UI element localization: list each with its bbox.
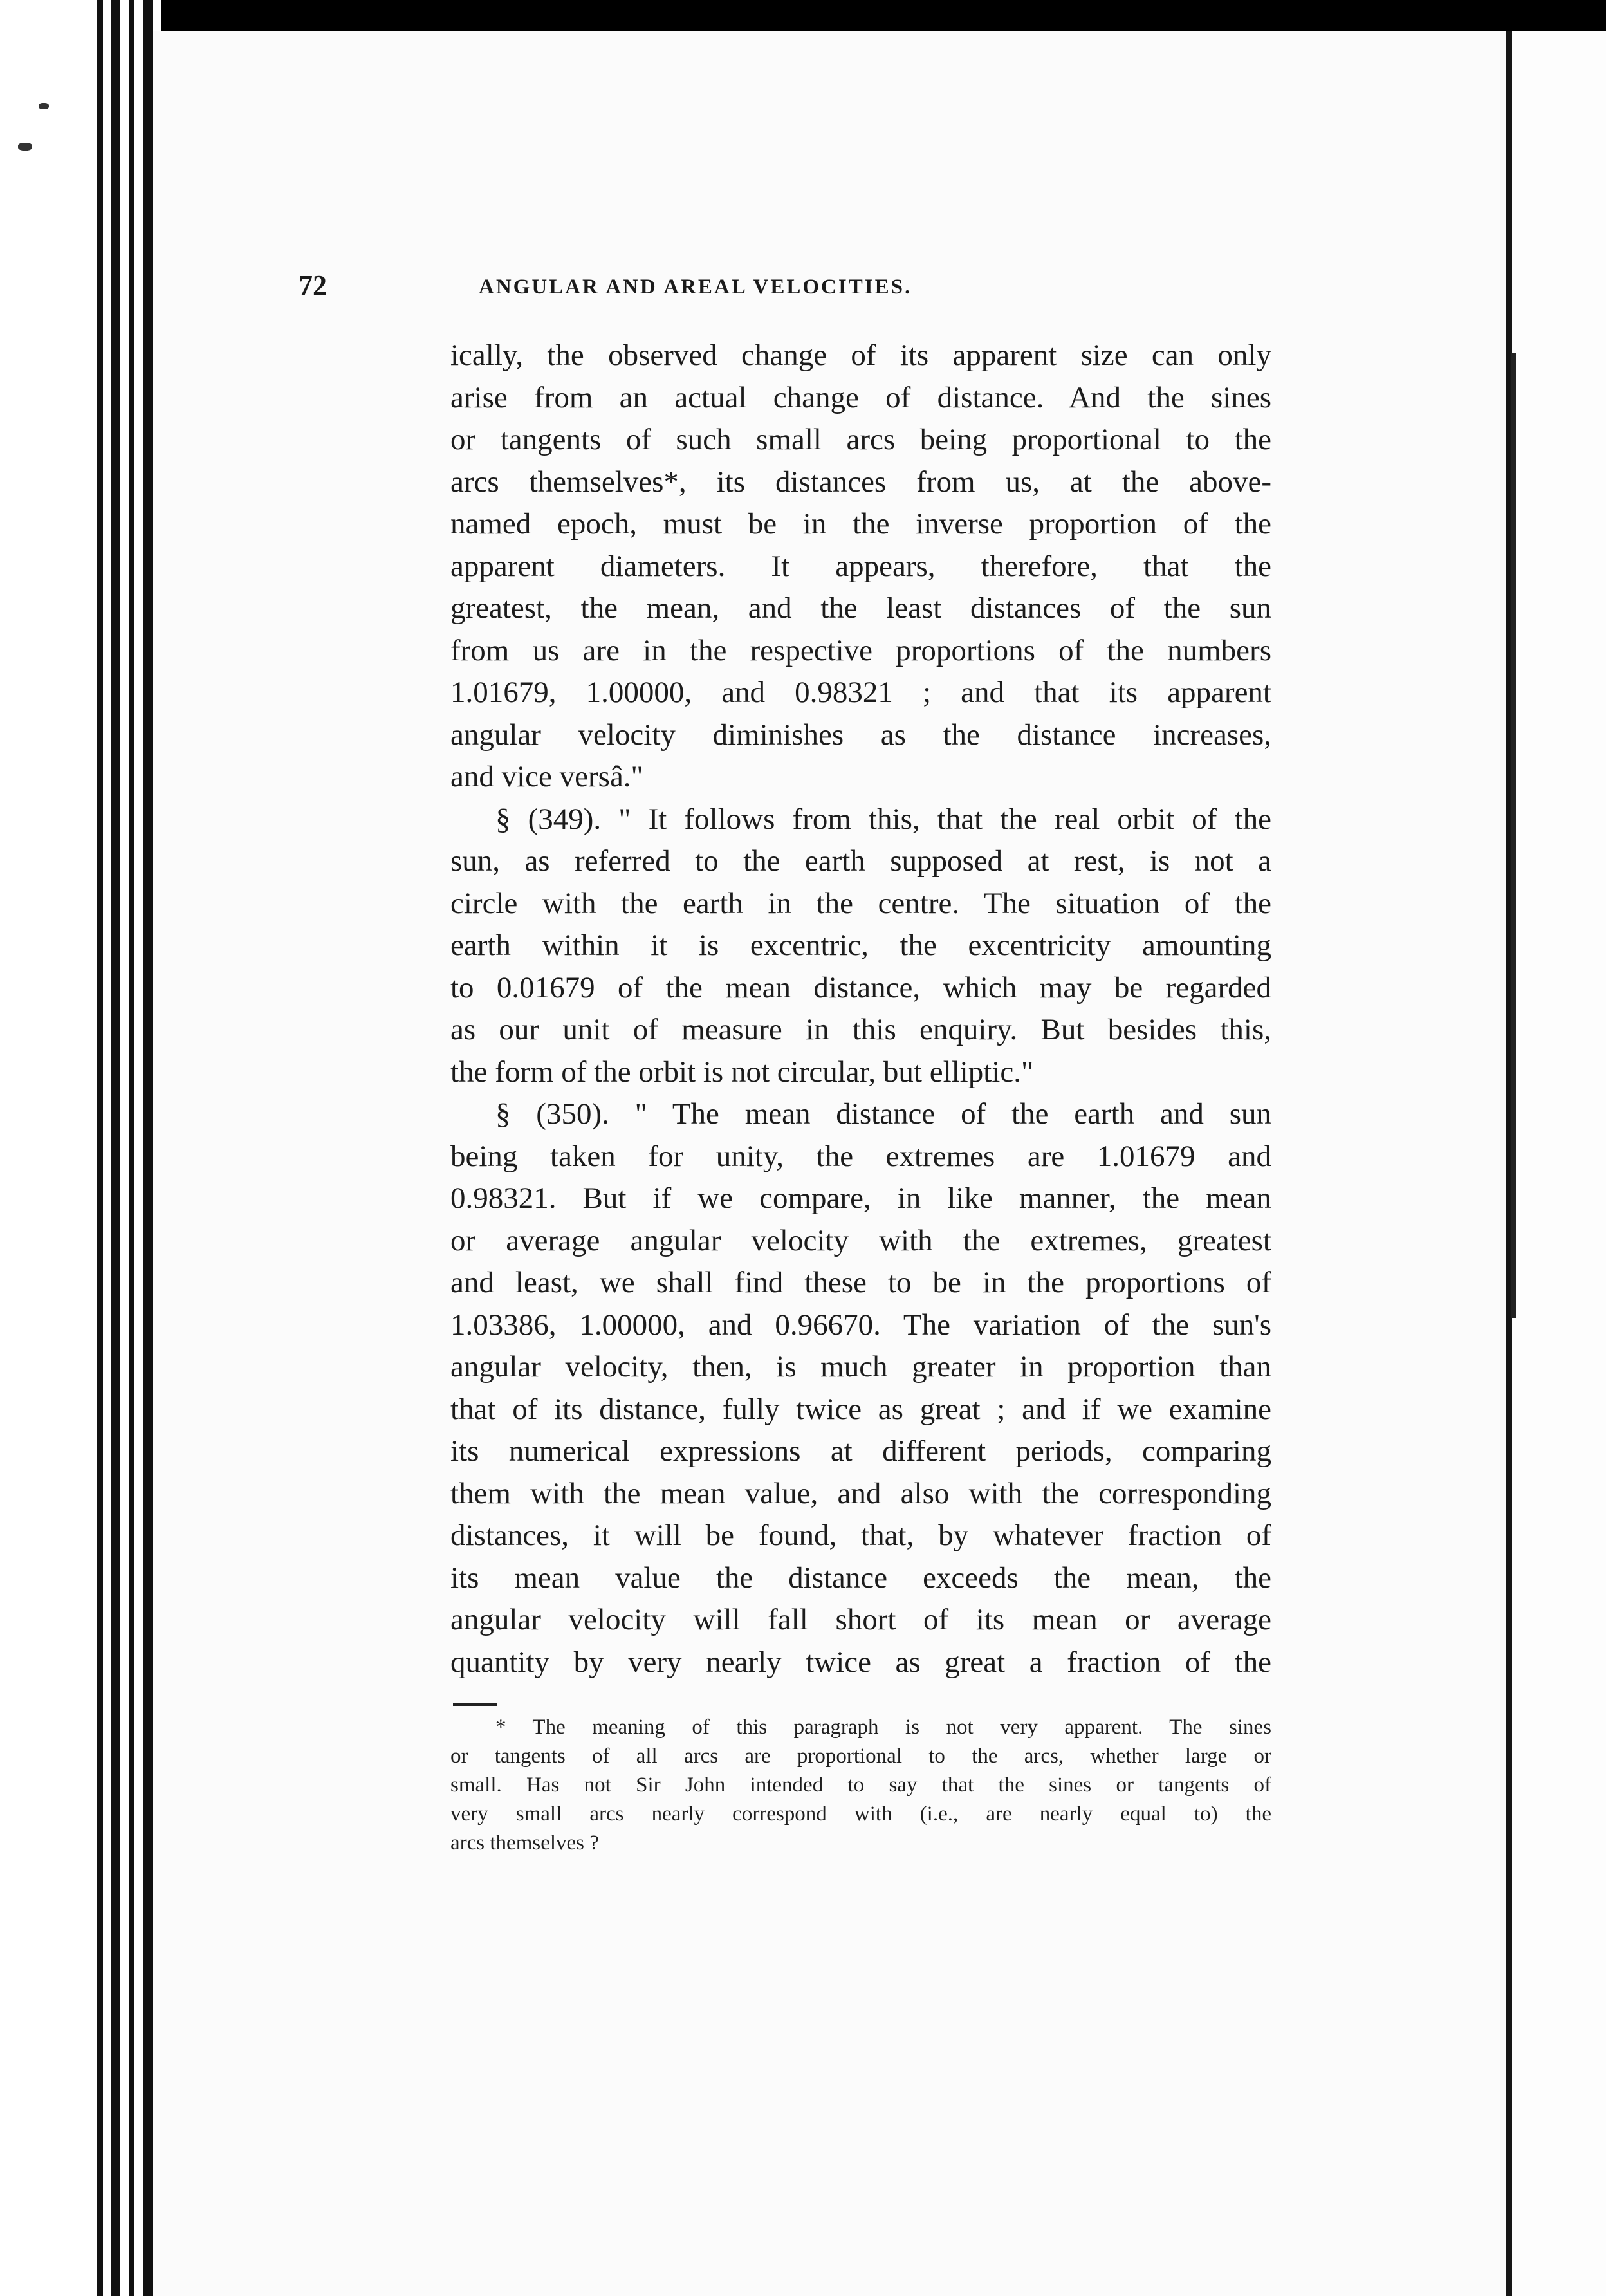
ink-blot bbox=[18, 143, 32, 151]
text-line: its numerical expressions at different periods, comparing bbox=[450, 1434, 1271, 1468]
section-349-start: § (349). " It follows from this, that the real orbit of the bbox=[495, 802, 1271, 836]
binding-edge bbox=[129, 0, 134, 2296]
text-line: apparent diameters. It appears, therefore, that the bbox=[450, 549, 1271, 583]
text-line: 1.01679, 1.00000, and 0.98321 ; and that its apparent bbox=[450, 676, 1271, 709]
text-line: from us are in the respective proportions of the numbers bbox=[450, 633, 1271, 667]
text-line: and least, we shall find these to be in the proportions of bbox=[450, 1266, 1271, 1299]
page-number: 72 bbox=[299, 270, 327, 301]
text-line: circle with the earth in the centre. The situation of the bbox=[450, 886, 1271, 920]
footnote-line: arcs themselves ? bbox=[450, 1831, 599, 1855]
book-binding bbox=[0, 0, 161, 2296]
text-line: to 0.01679 of the mean distance, which may be regarded bbox=[450, 970, 1271, 1004]
text-line: distances, it will be found, that, by whatever fraction of bbox=[450, 1519, 1271, 1552]
text-line: or tangents of such small arcs being proportional to the bbox=[450, 423, 1271, 456]
text-line: 1.03386, 1.00000, and 0.96670. The variation of the sun's bbox=[450, 1308, 1271, 1342]
text-line: sun, as referred to the earth supposed at rest, is not a bbox=[450, 844, 1271, 878]
body-text bbox=[450, 335, 1271, 1683]
footnote-line: * The meaning of this paragraph is not very apparent. The sines bbox=[495, 1716, 1271, 1739]
text-line: named epoch, must be in the inverse proportion of the bbox=[450, 507, 1271, 541]
binding-edge bbox=[97, 0, 103, 2296]
text-line: quantity by very nearly twice as great a fraction of the bbox=[450, 1645, 1271, 1679]
text-line: angular velocity, then, is much greater in proportion than bbox=[450, 1350, 1271, 1384]
text-line: them with the mean value, and also with the corresponding bbox=[450, 1476, 1271, 1510]
text-line: arise from an actual change of distance. And the sines bbox=[450, 380, 1271, 414]
footnote-rule bbox=[453, 1703, 497, 1706]
ink-blot bbox=[39, 103, 49, 109]
text-line: angular velocity diminishes as the distance increases, bbox=[450, 718, 1271, 752]
facing-page-edge bbox=[1506, 31, 1606, 2296]
text-line: or average angular velocity with the extremes, greatest bbox=[450, 1223, 1271, 1257]
text-line: earth within it is excentric, the excentricity amounting bbox=[450, 929, 1271, 962]
binding-edge bbox=[111, 0, 120, 2296]
footnote-line: or tangents of all arcs are proportional to the arcs, whether large or bbox=[450, 1745, 1271, 1768]
gutter-shadow bbox=[1511, 353, 1516, 1318]
text-line: that of its distance, fully twice as great ; and if we examine bbox=[450, 1392, 1271, 1426]
text-line: as our unit of measure in this enquiry. But besides this, bbox=[450, 1013, 1271, 1046]
text-line: being taken for unity, the extremes are 1.01679 and bbox=[450, 1139, 1271, 1173]
section-350-start: § (350). " The mean distance of the earth and sun bbox=[495, 1097, 1271, 1131]
text-line: the form of the orbit is not circular, but elliptic." bbox=[450, 1055, 1034, 1089]
text-line: greatest, the mean, and the least distances of the sun bbox=[450, 591, 1271, 625]
running-head bbox=[299, 269, 1277, 308]
footnote-line: small. Has not Sir John intended to say that the sines or tangents of bbox=[450, 1773, 1271, 1797]
text-line: angular velocity will fall short of its mean or average bbox=[450, 1603, 1271, 1636]
text-line: arcs themselves*, its distances from us, at the above- bbox=[450, 465, 1271, 499]
text-line: its mean value the distance exceeds the mean, the bbox=[450, 1560, 1271, 1595]
running-title: ANGULAR AND AREAL VELOCITIES. bbox=[479, 275, 912, 299]
text-line: ically, the observed change of its apparent size can only bbox=[450, 338, 1271, 372]
footnote-line: very small arcs nearly correspond with (i.e., are nearly equal to) the bbox=[450, 1802, 1271, 1826]
footnote bbox=[450, 1713, 1271, 1858]
text-line: and vice versâ." bbox=[450, 760, 643, 793]
binding-edge bbox=[143, 0, 153, 2296]
text-line: 0.98321. But if we compare, in like manner, the mean bbox=[450, 1181, 1271, 1215]
